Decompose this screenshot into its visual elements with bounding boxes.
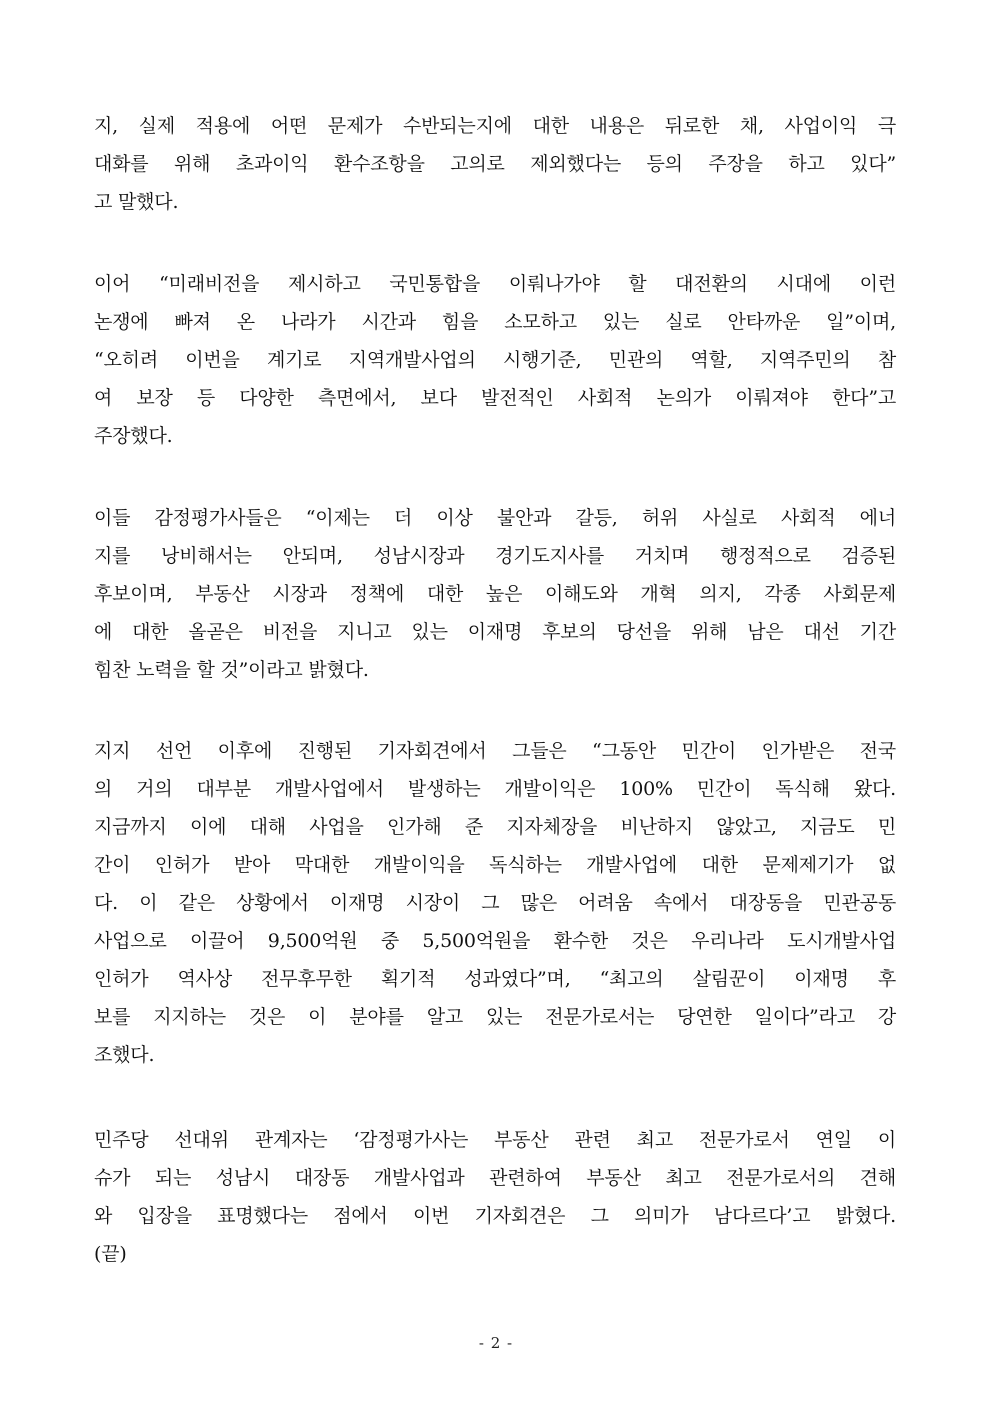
text-line: 후보이며, 부동산 시장과 정책에 대한 높은 이해도와 개혁 의지, 각종 사회문제 xyxy=(94,583,896,605)
text-line: 에 대한 올곧은 비전을 지니고 있는 이재명 후보의 당선을 위해 남은 대선 기간 xyxy=(94,621,896,643)
text-line: 고 말했다. xyxy=(94,191,179,213)
paragraph-party-official xyxy=(94,1121,896,1273)
text-line: 조했다. xyxy=(94,1044,155,1066)
text-line: 와 입장을 표명했다는 점에서 이번 기자회견은 그 의미가 남다르다’고 밝혔다. xyxy=(94,1205,896,1227)
page-number: - 2 - xyxy=(478,1334,514,1352)
text-line: 대화를 위해 초과이익 환수조항을 고의로 제외했다는 등의 주장을 하고 있다” xyxy=(94,153,896,175)
text-line: 지, 실제 적용에 어떤 문제가 수반되는지에 대한 내용은 뒤로한 채, 사업이익 극 xyxy=(94,115,896,137)
text-line: 의 거의 대부분 개발사업에서 발생하는 개발이익은 100% 민간이 독식해 왔다. xyxy=(94,778,896,800)
paragraph-statement-ending xyxy=(94,107,896,221)
text-line: 이들 감정평가사들은 “이제는 더 이상 불안과 갈등, 허위 사실로 사회적 에너 xyxy=(94,507,896,529)
text-line: 다. 이 같은 상황에서 이재명 시장이 그 많은 어려움 속에서 대장동을 민관공동 xyxy=(94,892,896,914)
text-line-end-mark: (끝) xyxy=(94,1243,127,1265)
paragraph-press-conference xyxy=(94,732,896,1074)
text-line: 지지 선언 이후에 진행된 기자회견에서 그들은 “그동안 민간이 인가받은 전국 xyxy=(94,740,896,762)
text-line: 힘찬 노력을 할 것”이라고 밝혔다. xyxy=(94,659,369,681)
text-line: 슈가 되는 성남시 대장동 개발사업과 관련하여 부동산 최고 전문가로서의 견해 xyxy=(94,1167,896,1189)
text-line: 간이 인허가 받아 막대한 개발이익을 독식하는 개발사업에 대한 문제제기가 없 xyxy=(94,854,896,876)
text-line: 주장했다. xyxy=(94,425,173,447)
text-line: 지금까지 이에 대해 사업을 인가해 준 지자체장을 비난하지 않았고, 지금도 민 xyxy=(94,816,896,838)
text-line: 이어 “미래비전을 제시하고 국민통합을 이뤄나가야 할 대전환의 시대에 이런 xyxy=(94,273,896,295)
text-line: “오히려 이번을 계기로 지역개발사업의 시행기준, 민관의 역할, 지역주민의 참 xyxy=(94,349,896,371)
text-line: 민주당 선대위 관계자는 ‘감정평가사는 부동산 관련 최고 전문가로서 연일 이 xyxy=(94,1129,896,1151)
text-line: 사업으로 이끌어 9,500억원 중 5,500억원을 환수한 것은 우리나라 도시개발사업 xyxy=(94,930,896,952)
text-line: 논쟁에 빠져 온 나라가 시간과 힘을 소모하고 있는 실로 안타까운 일”이며, xyxy=(94,311,896,333)
text-line: 지를 낭비해서는 안되며, 성남시장과 경기도지사를 거치며 행정적으로 검증된 xyxy=(94,545,896,567)
text-line: 여 보장 등 다양한 측면에서, 보다 발전적인 사회적 논의가 이뤄져야 한다”고 xyxy=(94,387,896,409)
paragraph-future-vision xyxy=(94,265,896,455)
text-line: 인허가 역사상 전무후무한 획기적 성과였다”며, “최고의 살림꾼이 이재명 후 xyxy=(94,968,896,990)
text-line: 보를 지지하는 것은 이 분야를 알고 있는 전문가로서는 당연한 일이다”라고 강 xyxy=(94,1006,896,1028)
paragraph-appraisers-support xyxy=(94,499,896,689)
